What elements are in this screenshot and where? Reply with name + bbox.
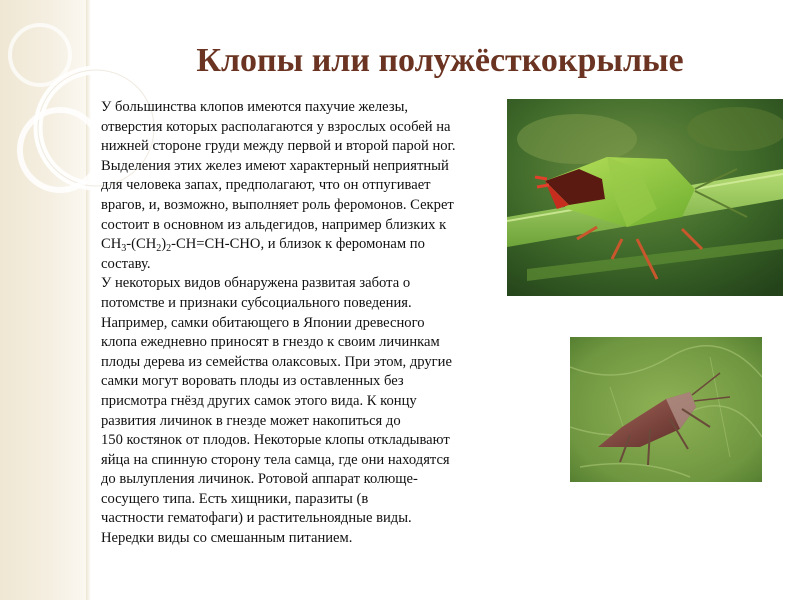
text-line: плоды дерева из семейства олаксовых. При этом, другие (101, 353, 452, 370)
text-line: Выделения этих желез имеют характерный неприятный (101, 157, 449, 174)
text-line: составу. (101, 255, 151, 272)
text-line: Например, самки обитающего в Японии древесного (101, 314, 425, 331)
body-text (101, 98, 511, 549)
formula-part: -CH=CH-CHO, и близок к феромонам по (171, 236, 425, 253)
text-line: до вылупления личинок. Ротовой аппарат колюще- (101, 471, 418, 488)
formula-subscript: 3 (121, 243, 127, 255)
text-line: У большинства клопов имеются пахучие железы, (101, 99, 409, 115)
formula-part: ) (161, 236, 167, 253)
text-line: нижней стороне груди между первой и второй парой ног. (101, 138, 456, 155)
formula-line (101, 235, 511, 255)
formula-part: -(CH (126, 236, 157, 253)
text-line: сосущего типа. Есть хищники, паразиты (в (101, 490, 369, 507)
formula-subscript: 2 (166, 243, 172, 255)
text-line: отверстия которых располагаются у взрослых особей на (101, 118, 451, 135)
text-line: частности гематофаги) и растительноядные виды. (101, 510, 412, 527)
text-line: Нередки виды со смешанным питанием. (101, 530, 353, 547)
text-line: врагов, и, возможно, выполняет роль феромонов. Секрет (101, 196, 454, 213)
text-line: 150 костянок от плодов. Некоторые клопы откладывают (101, 432, 450, 449)
photo-brown-shield-bug (570, 337, 762, 482)
text-line: состоит в основном из альдегидов, например близких к (101, 216, 447, 233)
text-line: для человека запах, предполагают, что он отпугивает (101, 177, 431, 194)
text-line: самки могут воровать плоды из оставленных без (101, 373, 404, 390)
text-line: яйца на спинную сторону тела самца, где они находятся (101, 451, 450, 468)
text-line: развития личинок в гнезде может накопиться до (101, 412, 401, 429)
text-line: У некоторых видов обнаружена развитая забота о (101, 275, 411, 292)
formula-part: CH (101, 236, 122, 253)
formula-subscript: 2 (156, 243, 162, 255)
slide-title: Клопы или полужёсткокрылые (196, 42, 684, 79)
text-line: присмотра гнёзд других самок этого вида. К концу (101, 392, 417, 409)
text-line: потомстве и признаки субсоциального поведения. (101, 294, 412, 311)
photo-green-shield-bug (507, 99, 783, 296)
text-line: клопа ежедневно приносят в гнездо к своим личинкам (101, 334, 440, 351)
